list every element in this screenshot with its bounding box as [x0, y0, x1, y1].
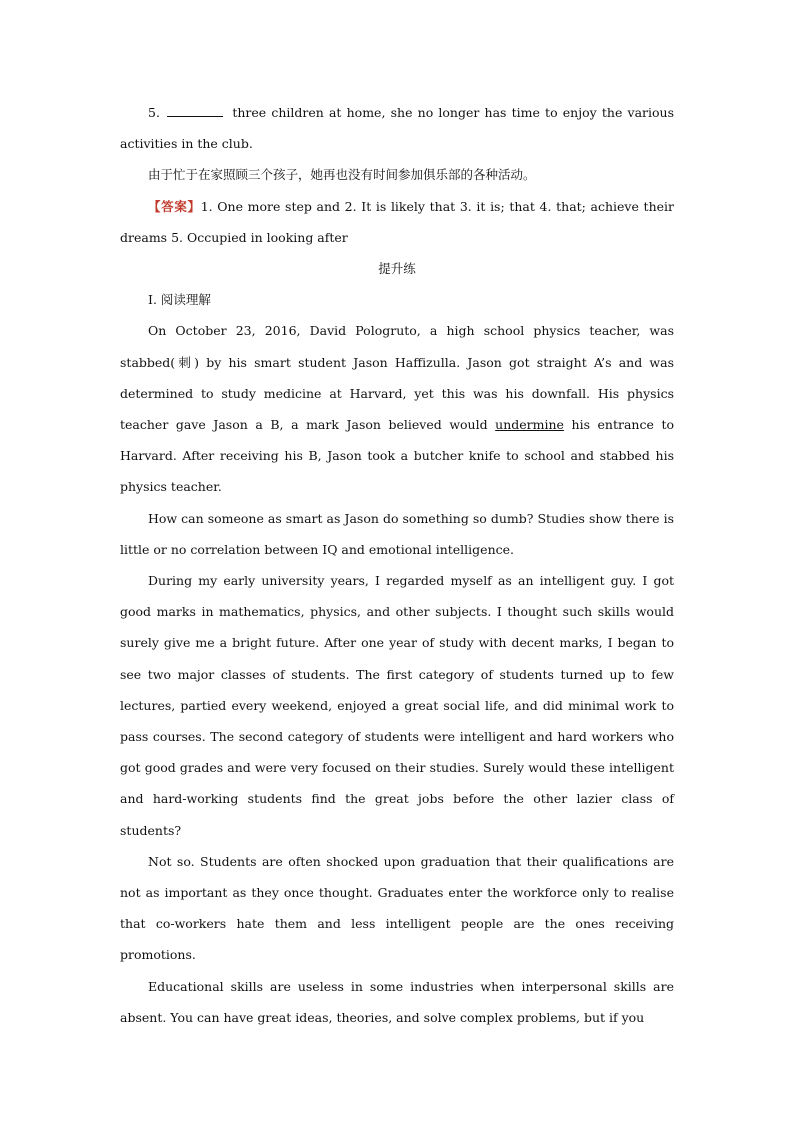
answer-key: 【答案】1. One more step and 2. It is likely that 3. it is; that 4. that; achieve their dreams 5. Occupied in looking after — [120, 198, 674, 245]
answer-label: 【答案】 — [148, 198, 201, 214]
fill-in-blank — [167, 104, 223, 117]
section-title: 提升练 — [378, 261, 416, 277]
underlined-word: undermine — [495, 417, 564, 433]
exercise-5-english: 5. three children at home, she no longer has time to enjoy the various activities in the club. — [120, 105, 674, 152]
part-heading: Ⅰ. 阅读理解 — [148, 292, 211, 308]
exercise-number: 5. — [148, 105, 160, 120]
passage-paragraph-1: On October 23, 2016, David Pologruto, a high school physics teacher, was stabbed(刺) by his smart student Jason Haffizulla. Jason got straight A’s and was determined to study medicine at Harvard, yet this was his downfall. His physics teacher gave Jason a B, a mark Jason believed would undermine his entrance to Harvard. After receiving his B, Jason took a butcher knife to school and stabbed his physics teacher. — [120, 323, 674, 495]
document-page — [120, 97, 674, 1033]
passage-paragraph-4: Not so. Students are often shocked upon graduation that their qualifications are not as important as they once thought. Graduates enter the workforce only to realise that co-workers hate them and less intelligent people are the ones receiving promotions. — [120, 853, 674, 963]
exercise-5-chinese: 由于忙于在家照顾三个孩子，她再也没有时间参加俱乐部的各种活动。 — [148, 167, 536, 183]
passage-paragraph-5: Educational skills are useless in some industries when interpersonal skills are absent. You can have great ideas, theories, and solve complex problems, but if you — [120, 978, 674, 1025]
passage-paragraph-3: During my early university years, I regarded myself as an intelligent guy. I got good marks in mathematics, physics, and other subjects. I thought such skills would surely give me a bright future. After one year of study with decent marks, I began to see two major classes of students. The first category of students turned up to few lectures, partied every weekend, enjoyed a great social life, and did minimal work to pass courses. The second category of students were intelligent and hard workers who got good grades and were very focused on their studies. Surely would these intelligent and hard-working students find the great jobs before the other lazier class of students? — [120, 573, 674, 838]
passage-paragraph-2: How can someone as smart as Jason do something so dumb? Studies show there is little or no correlation between IQ and emotional intelligence. — [120, 510, 674, 557]
